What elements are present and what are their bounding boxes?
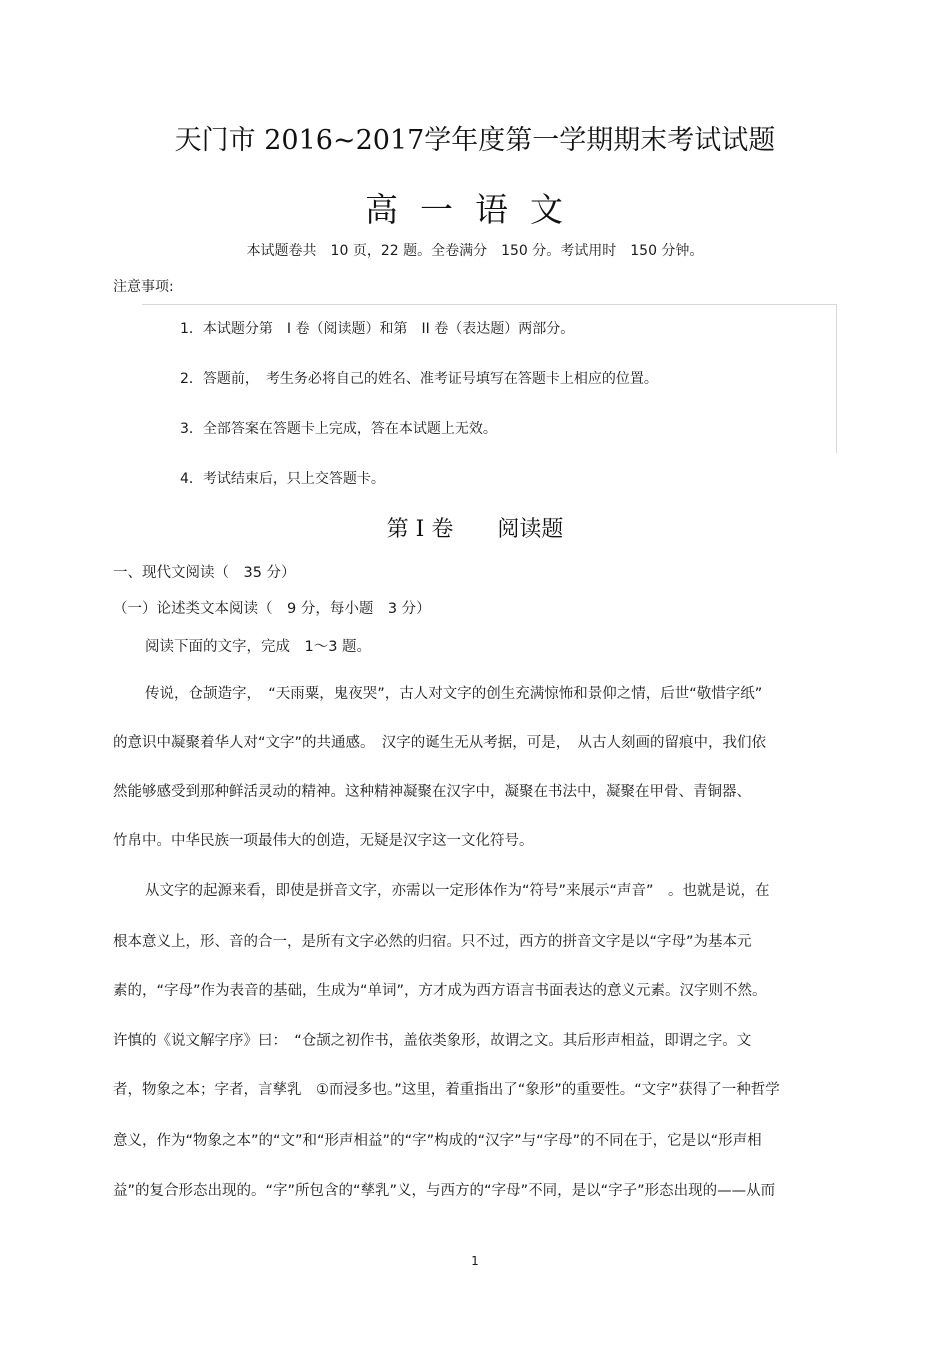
exam-info: 本试题卷共 10 页，22 题。全卷满分 150 分。考试用时 150 分钟。 xyxy=(246,243,704,259)
passage-line: 从文字的起源来看，即使是拼音文字，亦需以一定形体作为“符号”来展示“声音” 。也就是说，在 xyxy=(145,883,770,899)
passage-line: 然能够感受到那种鲜活灵动的精神。这种精神凝聚在汉字中，凝聚在书法中，凝聚在甲骨、青铜器、 xyxy=(113,784,751,800)
passage-line: 意义，作为“物象之本”的“文”和“形声相益”的“字”构成的“汉字”与“字母”的不同在于，它是以“形声相 xyxy=(113,1133,762,1149)
passage-line: 益”的复合形态出现的。“字”所包含的“孳乳”义，与西方的“字母”不同，是以“字子”形态出现的——从而 xyxy=(113,1183,776,1199)
subpart-heading: （一）论述类文本阅读（ 9 分，每小题 3 分） xyxy=(113,601,431,617)
passage-line: 根本意义上，形、音的合一，是所有文字必然的归宿。只不过，西方的拼音文字是以“字母”为基本元 xyxy=(113,934,752,950)
notice-item: 2．答题前， 考生务必将自己的姓名、准考证号填写在答题卡上相应的位置。 xyxy=(180,371,658,387)
part-heading: 一、现代文阅读（ 35 分） xyxy=(113,565,296,581)
notice-item: 1．本试题分第 I 卷（阅读题）和第 II 卷（表达题）两部分。 xyxy=(180,321,575,337)
notice-heading: 注意事项: xyxy=(113,279,174,295)
passage-line: 的意识中凝聚着华人对“文字”的共通感。 汉字的诞生无从考据，可是， 从古人刻画的留痕中，我们依 xyxy=(113,735,767,751)
page-number: 1 xyxy=(471,1254,479,1268)
document-title: 天门市 2016~2017学年度第一学期期末考试试题 xyxy=(174,125,776,156)
passage-line: 竹帛中。中华民族一项最伟大的创造，无疑是汉字这一文化符号。 xyxy=(113,833,534,849)
passage-line: 传说，仓颉造字， “天雨粟，鬼夜哭”，古人对文字的创生充满惊怖和景仰之情，后世“敬惜字纸” xyxy=(145,686,763,702)
notice-item: 3．全部答案在答题卡上完成，答在本试题上无效。 xyxy=(180,421,497,437)
passage-line: 许慎的《说文解字序》曰： “仓颉之初作书，盖依类象形，故谓之文。其后形声相益，即谓之字。文 xyxy=(113,1033,752,1049)
notice-item: 4．考试结束后，只上交答题卡。 xyxy=(180,471,385,487)
section-title: 第 I 卷 阅读题 xyxy=(386,517,564,542)
passage-line: 素的，“字母”作为表音的基础，生成为“单词”，方才成为西方语言书面表达的意义元素。汉字则不然。 xyxy=(113,983,767,999)
subject-heading: 高一语文 xyxy=(365,190,585,229)
instruction: 阅读下面的文字，完成 1～3 题。 xyxy=(145,639,372,655)
passage-line: 者，物象之本；字者，言孳乳 ①而浸多也。”这里，着重指出了“象形”的重要性。“文字”获得了一种哲学 xyxy=(113,1082,780,1098)
